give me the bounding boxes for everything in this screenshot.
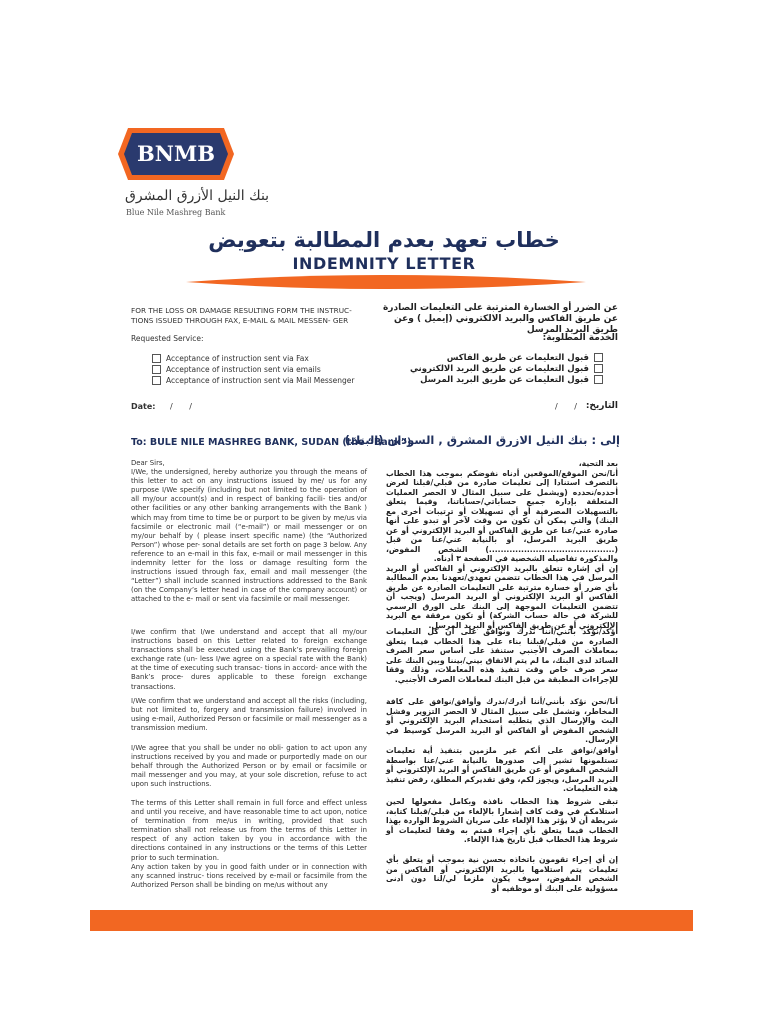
body-paragraph: Dear Sirs, I/We, the undersigned, hereby authorize you through the means of this letter to act on any instructions issued by me/ us for any purpose I/We specify (including but not limited to the operation of all my/our account(s) and in respect of banking facili- ties and/or other facilities or any other banking arrangements with the Bank ) which may from time to time be or purport to be given by me/us via facsimile or electronic mail (“e-mail”) or mail messenger or on my/our behalf by ( please insert specific name) (the “Authorized Person”) whose per- sonal details are set forth on page 3 below. Any reference to an e-mail in this fax, e-mail or mail messenger in this indemnity letter for the loss or damage resulting form the instructions issued through fax, email and mail messenger (the “Letter”) shall include scanned instructions addressed to the Bank (on the Company’s letter head in case of the company account) or attached to the e- mail or sent via facsimile or mail messenger.	[131, 459, 367, 604]
fax-checkbox[interactable]	[152, 354, 161, 363]
requested-service-label-arabic: الخدمة المطلوبة:	[542, 333, 618, 343]
body-paragraph: I/We agree that you shall be under no obli- gation to act upon any instructions received by you and made or purportedly made on our behalf through the Authorized Person or by email or facsimile or mail messenger and you may, at your sole discretion, refuse to act upon such instructions.	[131, 744, 367, 789]
email-checkbox-arabic[interactable]	[594, 364, 603, 373]
service-option-email-arabic[interactable]	[410, 363, 603, 374]
service-option-label: قبول التعليمات عن طريق البريد المرسل	[420, 374, 589, 385]
requested-service-label: Requested Service:	[131, 334, 204, 343]
body-paragraph-arabic: إن أي إجراء تقومون باتخاذه بحسن نية بموجب أو يتعلق بأي تعليمات يتم استلامها بالبريد الإلكتروني أو الفاكس من الشخص المفوض، سوف يكون ملزما لي/لنا دون أدنى مسؤولية على البنك أو موظفيه أو	[386, 855, 618, 893]
service-option-mail-arabic[interactable]	[410, 374, 603, 385]
service-option-label: قبول التعليمات عن طريق البريد الالكتروني	[409, 363, 589, 374]
bank-logo	[118, 128, 234, 180]
body-paragraph: I/We confirm that we understand and accept all the risks (including, but not limited to, forgery and transmission failure) involved in using e-mail, Authorized Person or facsimile or mail messenger as a transmission medium.	[131, 697, 367, 733]
body-paragraph-arabic: أوافق/نوافق على أنكم غير ملزمين بتنفيذ أية تعليمات تستلمونها تشير إلى صدورها بالنيابة عني/عنا بواسطة الشخص المفوض أو عن طريق الفاكس أو البريد الإلكتروني أو البريد المرسل، ويجوز لكم، وفق تقديركم المطلق، رفض تنفيذ هذه التعليمات.	[386, 746, 618, 793]
body-paragraph-arabic: تبقى شروط هذا الخطاب نافذة وبكامل مفعولها لحين استلامكم في وقت كاف إشعارا بالإلغاء من قبلي/قبلنا كتابة، شريطة أن لا يؤثر هذا الإلغاء على سريان الشروط الواردة بهذا الخطاب فيما يتعلق بأي إجراء قمتم به وفقا لتعليمات أو شروط هذا الخطاب قبل تاريخ هذا الإلغاء.	[386, 797, 618, 844]
mail-checkbox[interactable]	[152, 376, 161, 385]
email-checkbox[interactable]	[152, 365, 161, 374]
decorative-swoosh	[186, 268, 586, 296]
service-option-label: Acceptance of instruction sent via Mail Messenger	[166, 376, 355, 385]
date-field-arabic[interactable]: / /	[555, 402, 577, 411]
service-option-fax-arabic[interactable]	[410, 352, 603, 363]
date-field[interactable]: / /	[170, 402, 192, 411]
body-paragraph-arabic: بعد التحية، أنا/نحن الموقع/الموقعين أدناه نفوضكم بموجب هذا الخطاب بالتصرف استنادا إلى تعليمات صادرة من قبلي/قبلنا لغرض أحدده/نحدده (ويشمل على سبيل المثال لا الحصر العمليات المتعلقة بإدارة جميع حساباتي/حساباتنا، وفيما يتعلق بالتسهيلات المصرفية أو أي تسهيلات أو ترتيبات أخرى مع البنك) والتي يمكن أن تكون من وقت لآخر أو تبدو على أنها صادرة عني/عنا عن طريق الفاكس أو البريد الإلكتروني أو عن طريق البريد المرسل، أو بالنيابة عني/عنا من قبل (...........................................) الشخص المفوض، والمذكورة تفاصيله الشخصية في الصفحة ٣ أدناه. إن أي إشارة تتعلق بالبريد الإلكتروني أو الفاكس أو البريد المرسل في هذا الخطاب تتضمن تعهدي/تعهدنا بعدم المطالبة بأي ضرر أو خسارة مترتبة على التعليمات الصادرة عن طريق الفاكس أو البريد الإلكتروني أو البريد المرسل (ويجب أن تتضمن التعليمات الموجهة إلى البنك على الورق الرسمي للشركة في حالة حساب الشركة) أو تكون مرفقة مع البريد الإلكتروني أو عن طريق الفاكس أو البريد المرسل.	[386, 459, 618, 630]
logo-text: BNMB	[137, 141, 215, 166]
addressee: To: BULE NILE MASHREG BANK, SUDAN (the “Bank”)	[131, 437, 412, 448]
bank-name-arabic: بنك النيل الأزرق المشرق	[125, 188, 270, 204]
header-clause-arabic: عن الضرر أو الخسارة المترتبة على التعليمات الصادرة عن طريق الفاكس والبريد الالكتروني (إيميل ) وعن طريق البريد المرسل	[382, 303, 618, 335]
footer-bar	[90, 910, 693, 931]
service-option-fax[interactable]	[152, 353, 355, 364]
service-option-mail[interactable]	[152, 375, 355, 386]
service-option-label: Acceptance of instruction sent via emails	[166, 365, 321, 374]
addressee-arabic: إلى : بنك النيل الازرق المشرق , السودان (البنك)	[344, 433, 620, 447]
body-paragraph-arabic: أؤكد/نؤكد بأنني/أننا ندرك ونوافق على أن كل التعليمات الصادرة من قبلي/قبلنا بناء على هذا الخطاب فيما يتعلق بمعاملات الصرف الأجنبي ستنفذ على أساس سعر الصرف السائد لدى البنك، ما لم يتم الاتفاق بيني/بيننا وبين البنك على سعر صرف خاص وقت تنفيذ هذه المعاملات، وذلك وفقا للإجراءات المطبقة من قبل البنك لمعاملات الصرف الأجنبي.	[386, 627, 618, 684]
fax-checkbox-arabic[interactable]	[594, 353, 603, 362]
page-title-arabic: خطاب تعهد بعدم المطالبة بتعويض	[208, 228, 560, 252]
mail-checkbox-arabic[interactable]	[594, 375, 603, 384]
service-option-label: Acceptance of instruction sent via Fax	[166, 354, 309, 363]
service-option-label: قبول التعليمات عن طريق الفاكس	[446, 352, 589, 363]
service-options-arabic	[410, 352, 603, 385]
body-paragraph: The terms of this Letter shall remain in full force and effect unless and until you receive, and have reasonable time to act upon, notice of termination from me/us in writing, provided that such termination shall not release us from the terms of this Letter in respect of any action taken by you in accordance with the directions contained in any instructions or the terms of this Letter prior to such termination. Any action taken by you in good faith under or in connection with any scanned instruc- tions received by e-mail or facsimile from the Authorized Person shall be binding on me/us without any	[131, 799, 367, 889]
header-clause-english: FOR THE LOSS OR DAMAGE RESULTING FORM THE INSTRUC- TIONS ISSUED THROUGH FAX, E-MAIL & MAIL MESSEN- GER	[131, 306, 352, 325]
page-title: INDEMNITY LETTER	[292, 254, 476, 273]
date-label-arabic: التاريخ:	[585, 401, 618, 411]
service-option-email[interactable]	[152, 364, 355, 375]
date-label: Date:	[131, 402, 156, 411]
body-paragraph: I/we confirm that I/we understand and accept that all my/our instructions based on this Letter related to foreign exchange transactions shall be executed using the Bank’s prevailing foreign exchange rate (un- less I/we agree on a special rate with the Bank) at the time of executing such transac- tions in accord- ance with the Bank’s proce- dures applicable to these foreign exchange transactions.	[131, 628, 367, 691]
service-options	[152, 353, 355, 386]
body-paragraph-arabic: أنا/نحن نؤكد بأنني/أننا أدرك/ندرك وأوافق/نوافق على كافة المخاطر، وتشمل على سبيل المثال لا الحصر التزوير وفشل البث والإرسال الذي يتطلبه استخدام البريد الإلكتروني أو الشخص المفوض أو الفاكس أو البريد المرسل كوسيط في الإرسال.	[386, 697, 618, 744]
bank-name-english: Blue Nile Mashreg Bank	[126, 208, 226, 217]
